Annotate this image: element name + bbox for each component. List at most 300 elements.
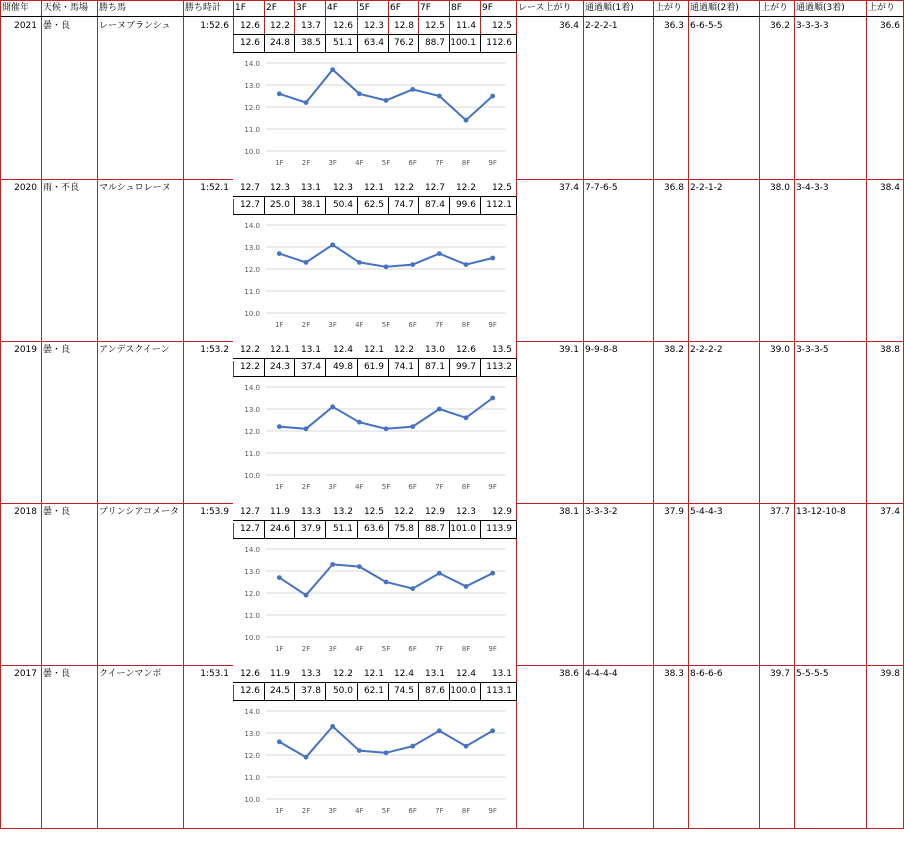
data-point [410, 586, 415, 591]
cell-lap[interactable]: 12.7 [424, 183, 445, 193]
cell-last-2nd[interactable]: 39.7 [769, 669, 790, 679]
cell-cumulative[interactable]: 37.4 [294, 359, 326, 377]
x-tick-label: 2F [301, 483, 311, 491]
column-header[interactable]: 上がり [653, 0, 688, 17]
cell-lap[interactable]: 12.2 [239, 345, 260, 355]
cell-passing-1st[interactable]: 7-7-6-5 [585, 183, 618, 193]
data-point [330, 67, 335, 72]
data-point [357, 91, 362, 96]
x-tick-label: 1F [275, 483, 284, 491]
y-tick-label: 11.0 [244, 450, 260, 458]
cell-last-1st[interactable]: 36.8 [663, 183, 684, 193]
x-tick-label: 2F [301, 807, 311, 815]
cell-cumulative[interactable]: 51.1 [325, 35, 358, 53]
data-point [384, 750, 389, 755]
cell-passing-2nd[interactable]: 5-4-4-3 [690, 507, 723, 517]
cell-cumulative[interactable]: 12.7 [233, 197, 265, 215]
cell-win-time[interactable]: 1:53.2 [200, 345, 229, 355]
cell-cumulative[interactable]: 74.7 [388, 197, 419, 215]
y-tick-label: 11.0 [244, 612, 260, 620]
data-point [464, 584, 469, 589]
cell-lap[interactable]: 12.2 [269, 21, 290, 31]
column-gridline [759, 0, 760, 829]
column-header[interactable]: 6F [388, 0, 418, 17]
y-tick-label: 12.0 [244, 752, 260, 760]
cell-passing-2nd[interactable]: 2-2-2-2 [690, 345, 723, 355]
cell-race-last[interactable]: 39.1 [558, 345, 579, 355]
x-tick-label: 4F [355, 159, 364, 167]
column-gridline [516, 0, 517, 829]
data-point [464, 744, 469, 749]
cell-race-last[interactable]: 38.6 [558, 669, 579, 679]
column-header[interactable]: 8F [449, 0, 480, 17]
lap-chart-svg [233, 539, 516, 665]
y-tick-label: 13.0 [244, 730, 260, 738]
cell-lap[interactable]: 12.3 [332, 183, 353, 193]
lap-time-chart[interactable] [233, 701, 516, 847]
data-point [277, 91, 282, 96]
lap-time-chart[interactable] [233, 539, 516, 685]
x-tick-label: 3F [328, 321, 337, 329]
column-header[interactable]: 通過順(2着) [688, 0, 759, 17]
data-point [490, 94, 495, 99]
cell-passing-3rd[interactable]: 13-12-10-8 [796, 507, 846, 517]
cell-lap[interactable]: 12.8 [393, 21, 414, 31]
column-header[interactable]: 2F [264, 0, 294, 17]
cell-winner[interactable]: アンデスクイーン [99, 345, 170, 355]
cell-winner[interactable]: クイーンマンボ [99, 669, 162, 679]
x-tick-label: 5F [381, 483, 391, 491]
data-point [330, 724, 335, 729]
lap-chart-svg [233, 215, 516, 341]
x-tick-label: 4F [355, 807, 364, 815]
cell-cumulative[interactable]: 51.1 [325, 521, 358, 539]
cell-passing-3rd[interactable]: 3-3-3-3 [796, 21, 829, 31]
cell-passing-3rd[interactable]: 3-3-3-5 [796, 345, 829, 355]
cell-cumulative[interactable]: 88.7 [418, 35, 450, 53]
series-line [279, 398, 492, 429]
column-header[interactable]: レース上がり [516, 0, 583, 17]
cell-passing-2nd[interactable]: 8-6-6-6 [690, 669, 723, 679]
x-tick-label: 8F [461, 645, 471, 653]
cell-lap[interactable]: 12.4 [455, 669, 476, 679]
cell-lap[interactable]: 12.7 [239, 507, 260, 517]
data-point [490, 571, 495, 576]
x-tick-label: 1F [275, 321, 284, 329]
cell-win-time[interactable]: 1:52.1 [200, 183, 229, 193]
cell-cumulative[interactable]: 113.9 [480, 521, 517, 539]
lap-time-chart[interactable] [233, 215, 516, 361]
data-point [357, 564, 362, 569]
column-header[interactable]: 上がり [866, 0, 904, 17]
cell-lap[interactable]: 13.3 [300, 669, 321, 679]
x-tick-label: 2F [301, 321, 311, 329]
cell-cumulative[interactable]: 76.2 [388, 35, 419, 53]
cell-cumulative[interactable]: 100.1 [449, 35, 481, 53]
cell-race-last[interactable]: 37.4 [558, 183, 579, 193]
column-gridline [41, 0, 42, 829]
cell-passing-3rd[interactable]: 3-4-3-3 [796, 183, 829, 193]
data-point [490, 728, 495, 733]
cell-passing-1st[interactable]: 4-4-4-4 [585, 669, 618, 679]
column-header[interactable]: 4F [325, 0, 357, 17]
cell-lap[interactable]: 11.9 [269, 669, 290, 679]
cell-last-3rd[interactable]: 38.8 [879, 345, 900, 355]
cell-passing-3rd[interactable]: 5-5-5-5 [796, 669, 829, 679]
x-tick-label: 1F [275, 807, 284, 815]
column-header[interactable]: 天候・馬場 [41, 0, 97, 17]
cell-lap[interactable]: 13.1 [424, 669, 445, 679]
cell-year[interactable]: 2020 [14, 183, 37, 193]
data-point [437, 571, 442, 576]
cell-last-1st[interactable]: 37.9 [663, 507, 684, 517]
cell-cumulative[interactable]: 99.7 [449, 359, 481, 377]
cell-last-3rd[interactable]: 39.8 [879, 669, 900, 679]
cell-cumulative[interactable]: 37.8 [294, 683, 326, 701]
data-point [410, 744, 415, 749]
cell-cumulative[interactable]: 24.6 [264, 521, 295, 539]
x-tick-label: 6F [408, 807, 417, 815]
cell-lap[interactable]: 12.4 [332, 345, 353, 355]
cell-winner[interactable]: レーヌブランシュ [99, 21, 171, 31]
x-tick-label: 7F [435, 645, 444, 653]
data-point [384, 98, 389, 103]
cell-cumulative[interactable]: 75.8 [388, 521, 419, 539]
data-point [410, 87, 415, 92]
data-point [304, 755, 309, 760]
x-tick-label: 3F [328, 645, 337, 653]
cell-cumulative[interactable]: 63.4 [357, 35, 389, 53]
cell-lap[interactable]: 12.4 [393, 669, 414, 679]
cell-lap[interactable]: 12.3 [269, 183, 290, 193]
y-tick-label: 12.0 [244, 428, 260, 436]
y-tick-label: 13.0 [244, 244, 260, 252]
cell-last-2nd[interactable]: 39.0 [769, 345, 790, 355]
cell-weather[interactable]: 雨・不良 [43, 183, 80, 193]
cell-cumulative[interactable]: 113.2 [480, 359, 517, 377]
cell-cumulative[interactable]: 25.0 [264, 197, 295, 215]
x-tick-label: 1F [275, 159, 284, 167]
cell-cumulative[interactable]: 99.6 [449, 197, 481, 215]
lap-chart-svg [233, 53, 516, 179]
x-tick-label: 6F [408, 483, 417, 491]
x-tick-label: 3F [328, 483, 337, 491]
x-tick-label: 9F [488, 645, 497, 653]
y-tick-label: 14.0 [244, 546, 260, 554]
column-gridline [97, 0, 98, 829]
column-header[interactable]: 7F [418, 0, 449, 17]
cell-cumulative[interactable]: 113.1 [480, 683, 517, 701]
cell-cumulative[interactable]: 61.9 [357, 359, 389, 377]
column-header[interactable]: 通過順(3着) [794, 0, 866, 17]
cell-lap[interactable]: 11.4 [455, 21, 476, 31]
y-tick-label: 14.0 [244, 708, 260, 716]
cell-lap[interactable]: 13.5 [491, 345, 512, 355]
x-tick-label: 9F [488, 159, 497, 167]
cell-lap[interactable]: 12.2 [393, 507, 414, 517]
y-tick-label: 14.0 [244, 222, 260, 230]
cell-race-last[interactable]: 36.4 [558, 21, 579, 31]
cell-lap[interactable]: 12.9 [491, 507, 512, 517]
data-point [437, 251, 442, 256]
x-tick-label: 9F [488, 321, 497, 329]
lap-chart-svg [233, 377, 516, 503]
data-point [304, 100, 309, 105]
cell-cumulative[interactable]: 37.9 [294, 521, 326, 539]
data-point [410, 424, 415, 429]
cell-cumulative[interactable]: 49.8 [325, 359, 358, 377]
cell-cumulative[interactable]: 12.2 [233, 359, 265, 377]
data-point [490, 256, 495, 261]
y-tick-label: 10.0 [244, 796, 260, 804]
cell-cumulative[interactable]: 63.6 [357, 521, 389, 539]
cell-lap[interactable]: 11.9 [269, 507, 290, 517]
x-tick-label: 2F [301, 159, 311, 167]
y-tick-label: 11.0 [244, 774, 260, 782]
lap-time-chart[interactable] [233, 377, 516, 523]
cell-lap[interactable]: 13.3 [300, 507, 321, 517]
data-point [384, 580, 389, 585]
cell-cumulative[interactable]: 87.1 [418, 359, 450, 377]
data-point [437, 728, 442, 733]
cell-last-2nd[interactable]: 36.2 [769, 21, 790, 31]
data-point [277, 424, 282, 429]
y-tick-label: 10.0 [244, 472, 260, 480]
cell-cumulative[interactable]: 12.6 [233, 35, 265, 53]
cell-lap[interactable]: 12.5 [363, 507, 384, 517]
series-line [279, 245, 492, 267]
data-point [357, 748, 362, 753]
y-tick-label: 12.0 [244, 590, 260, 598]
cell-cumulative[interactable]: 24.3 [264, 359, 295, 377]
cell-last-3rd[interactable]: 37.4 [879, 507, 900, 517]
data-point [277, 251, 282, 256]
x-tick-label: 4F [355, 321, 364, 329]
x-tick-label: 1F [275, 645, 284, 653]
cell-passing-2nd[interactable]: 2-2-1-2 [690, 183, 723, 193]
data-point [410, 262, 415, 267]
cell-cumulative[interactable]: 74.5 [388, 683, 419, 701]
cell-last-3rd[interactable]: 36.6 [879, 21, 900, 31]
cell-passing-1st[interactable]: 9-9-8-8 [585, 345, 618, 355]
cell-cumulative[interactable]: 87.6 [418, 683, 450, 701]
column-header[interactable]: 9F [480, 0, 516, 17]
x-tick-label: 5F [381, 321, 391, 329]
cell-last-1st[interactable]: 36.3 [663, 21, 684, 31]
cell-cumulative[interactable]: 112.6 [480, 35, 517, 53]
x-tick-label: 6F [408, 645, 417, 653]
cell-lap[interactable]: 13.1 [300, 345, 321, 355]
cell-cumulative[interactable]: 100.0 [449, 683, 481, 701]
cell-cumulative[interactable]: 50.4 [325, 197, 358, 215]
cell-passing-2nd[interactable]: 6-6-5-5 [690, 21, 723, 31]
lap-chart-svg [233, 701, 516, 827]
data-point [384, 426, 389, 431]
cell-cumulative[interactable]: 62.5 [357, 197, 389, 215]
cell-year[interactable]: 2021 [14, 21, 37, 31]
column-gridline [653, 0, 654, 829]
cell-year[interactable]: 2019 [14, 345, 37, 355]
x-tick-label: 7F [435, 483, 444, 491]
cell-cumulative[interactable]: 74.1 [388, 359, 419, 377]
column-gridline [794, 0, 795, 829]
data-point [277, 575, 282, 580]
cell-lap[interactable]: 12.6 [332, 21, 353, 31]
cell-year[interactable]: 2017 [14, 669, 37, 679]
series-line [279, 70, 492, 121]
y-tick-label: 11.0 [244, 126, 260, 134]
data-point [277, 739, 282, 744]
cell-lap[interactable]: 13.2 [332, 507, 353, 517]
cell-lap[interactable]: 12.5 [491, 21, 512, 31]
x-tick-label: 4F [355, 645, 364, 653]
cell-lap[interactable]: 12.7 [239, 183, 260, 193]
cell-last-2nd[interactable]: 38.0 [769, 183, 790, 193]
cell-race-last[interactable]: 38.1 [558, 507, 579, 517]
cell-lap[interactable]: 12.1 [363, 345, 384, 355]
cell-lap[interactable]: 12.2 [332, 669, 353, 679]
y-tick-label: 13.0 [244, 406, 260, 414]
cell-lap[interactable]: 12.2 [393, 183, 414, 193]
cell-last-1st[interactable]: 38.2 [663, 345, 684, 355]
column-header[interactable]: 開催年 [0, 0, 41, 17]
data-point [357, 420, 362, 425]
cell-last-3rd[interactable]: 38.4 [879, 183, 900, 193]
cell-lap[interactable]: 13.1 [491, 669, 512, 679]
data-point [330, 404, 335, 409]
cell-lap[interactable]: 13.7 [300, 21, 321, 31]
cell-cumulative[interactable]: 101.0 [449, 521, 481, 539]
x-tick-label: 8F [461, 321, 471, 329]
data-point [304, 260, 309, 265]
x-tick-label: 8F [461, 159, 471, 167]
cell-cumulative[interactable]: 12.6 [233, 683, 265, 701]
cell-passing-1st[interactable]: 2-2-2-1 [585, 21, 618, 31]
cell-cumulative[interactable]: 12.7 [233, 521, 265, 539]
data-point [464, 118, 469, 123]
cell-lap[interactable]: 13.1 [300, 183, 321, 193]
x-tick-label: 7F [435, 321, 444, 329]
x-tick-label: 3F [328, 159, 337, 167]
x-tick-label: 3F [328, 807, 337, 815]
cell-lap[interactable]: 12.3 [363, 21, 384, 31]
cell-cumulative[interactable]: 24.5 [264, 683, 295, 701]
cell-lap[interactable]: 12.2 [393, 345, 414, 355]
cell-cumulative[interactable]: 62.1 [357, 683, 389, 701]
x-tick-label: 7F [435, 807, 444, 815]
cell-weather[interactable]: 曇・良 [43, 345, 71, 355]
cell-lap[interactable]: 12.3 [455, 507, 476, 517]
y-tick-label: 13.0 [244, 82, 260, 90]
x-tick-label: 6F [408, 321, 417, 329]
cell-lap[interactable]: 12.9 [424, 507, 445, 517]
cell-weather[interactable]: 曇・良 [43, 507, 71, 517]
cell-lap[interactable]: 12.2 [455, 183, 476, 193]
column-header[interactable]: 5F [357, 0, 388, 17]
cell-cumulative[interactable]: 87.4 [418, 197, 450, 215]
cell-lap[interactable]: 13.0 [424, 345, 445, 355]
data-point [464, 415, 469, 420]
x-tick-label: 2F [301, 645, 311, 653]
cell-passing-1st[interactable]: 3-3-3-2 [585, 507, 618, 517]
cell-lap[interactable]: 12.1 [363, 183, 384, 193]
lap-time-chart[interactable] [233, 53, 516, 199]
x-tick-label: 9F [488, 807, 497, 815]
y-tick-label: 14.0 [244, 384, 260, 392]
cell-lap[interactable]: 12.6 [239, 21, 260, 31]
x-tick-label: 4F [355, 483, 364, 491]
column-header[interactable]: 通過順(1着) [583, 0, 653, 17]
cell-lap[interactable]: 12.6 [239, 669, 260, 679]
data-point [330, 242, 335, 247]
cell-cumulative[interactable]: 38.5 [294, 35, 326, 53]
column-gridline [583, 0, 584, 829]
data-point [437, 407, 442, 412]
cell-lap[interactable]: 12.1 [363, 669, 384, 679]
cell-last-1st[interactable]: 38.3 [663, 669, 684, 679]
x-tick-label: 6F [408, 159, 417, 167]
cell-cumulative[interactable]: 24.8 [264, 35, 295, 53]
cell-cumulative[interactable]: 112.1 [480, 197, 517, 215]
cell-win-time[interactable]: 1:52.6 [200, 21, 229, 31]
y-tick-label: 14.0 [244, 60, 260, 68]
y-tick-label: 10.0 [244, 634, 260, 642]
x-tick-label: 5F [381, 159, 391, 167]
y-tick-label: 12.0 [244, 104, 260, 112]
cell-cumulative[interactable]: 50.0 [325, 683, 358, 701]
data-point [437, 94, 442, 99]
y-tick-label: 11.0 [244, 288, 260, 296]
x-tick-label: 8F [461, 483, 471, 491]
column-header[interactable]: 勝ち時計 [183, 0, 233, 17]
data-point [304, 426, 309, 431]
cell-win-time[interactable]: 1:53.1 [200, 669, 229, 679]
cell-win-time[interactable]: 1:53.9 [200, 507, 229, 517]
cell-cumulative[interactable]: 88.7 [418, 521, 450, 539]
cell-lap[interactable]: 12.5 [424, 21, 445, 31]
cell-last-2nd[interactable]: 37.7 [769, 507, 790, 517]
x-tick-label: 8F [461, 807, 471, 815]
column-header[interactable]: 3F [294, 0, 325, 17]
cell-winner[interactable]: マルシュロレーヌ [99, 183, 171, 193]
cell-cumulative[interactable]: 38.1 [294, 197, 326, 215]
y-tick-label: 10.0 [244, 310, 260, 318]
data-point [357, 260, 362, 265]
cell-winner[interactable]: プリンシアコメータ [99, 507, 179, 517]
data-point [464, 262, 469, 267]
cell-weather[interactable]: 曇・良 [43, 21, 71, 31]
column-header[interactable]: 上がり [759, 0, 794, 17]
y-tick-label: 12.0 [244, 266, 260, 274]
cell-lap[interactable]: 12.6 [455, 345, 476, 355]
column-gridline [688, 0, 689, 829]
data-point [490, 396, 495, 401]
data-point [330, 562, 335, 567]
cell-weather[interactable]: 曇・良 [43, 669, 71, 679]
cell-lap[interactable]: 12.5 [491, 183, 512, 193]
data-point [304, 593, 309, 598]
x-tick-label: 9F [488, 483, 497, 491]
cell-lap[interactable]: 12.1 [269, 345, 290, 355]
y-tick-label: 13.0 [244, 568, 260, 576]
column-header[interactable]: 勝ち馬 [97, 0, 183, 17]
data-point [384, 264, 389, 269]
y-tick-label: 10.0 [244, 148, 260, 156]
column-header[interactable]: 1F [233, 0, 264, 17]
cell-year[interactable]: 2018 [14, 507, 37, 517]
column-gridline [183, 0, 184, 829]
column-gridline [866, 0, 867, 829]
